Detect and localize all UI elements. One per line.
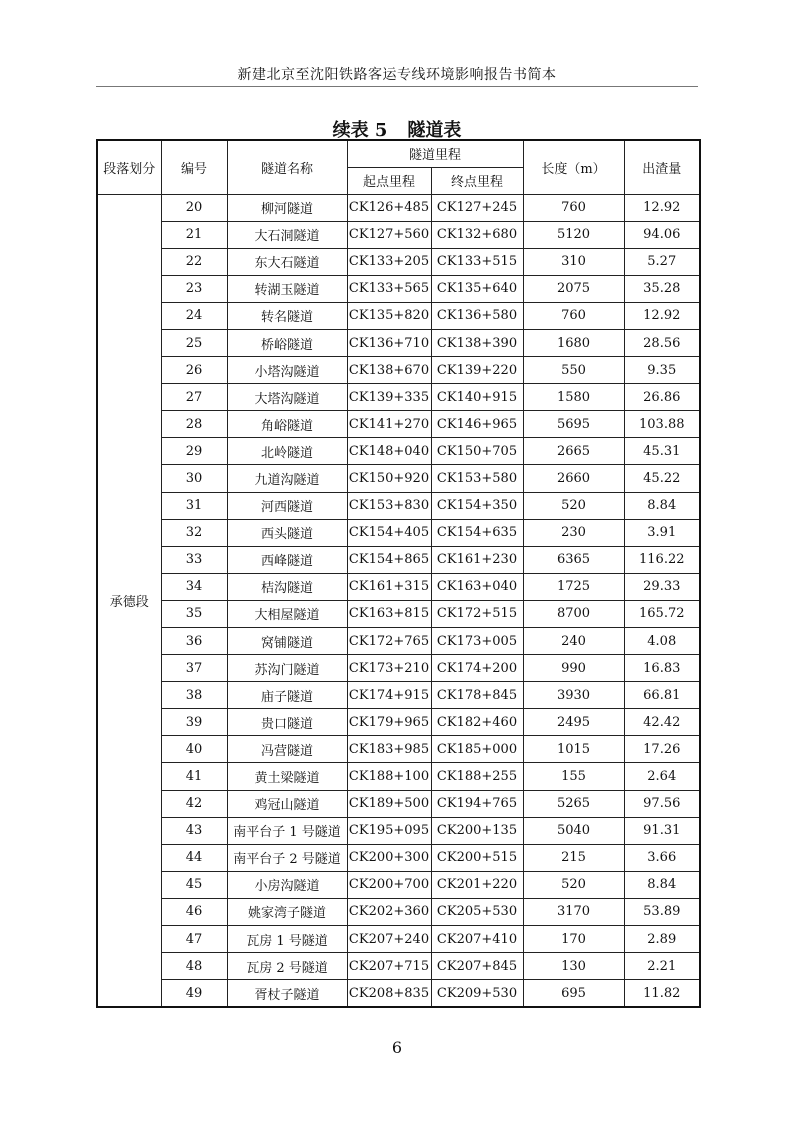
cell-end-mileage: CK188+255 [431,763,523,790]
cell-number: 35 [161,600,227,627]
table-row [97,600,700,627]
cell-spoil: 116.22 [624,546,700,573]
cell-spoil: 2.64 [624,763,700,790]
cell-start-mileage: CK148+040 [347,438,431,465]
cell-tunnel-name: 西头隧道 [227,519,347,546]
cell-start-mileage: CK200+300 [347,844,431,871]
cell-tunnel-name: 黄土梁隧道 [227,763,347,790]
cell-number: 20 [161,194,227,221]
cell-length: 695 [523,980,624,1007]
cell-end-mileage: CK146+965 [431,411,523,438]
cell-start-mileage: CK141+270 [347,411,431,438]
cell-end-mileage: CK127+245 [431,194,523,221]
cell-length: 310 [523,248,624,275]
table-row [97,871,700,898]
cell-number: 42 [161,790,227,817]
cell-spoil: 42.42 [624,709,700,736]
cell-length: 240 [523,628,624,655]
cell-end-mileage: CK161+230 [431,546,523,573]
cell-end-mileage: CK205+530 [431,898,523,925]
cell-spoil: 45.31 [624,438,700,465]
cell-length: 8700 [523,600,624,627]
header-rule [96,86,698,87]
cell-length: 760 [523,194,624,221]
cell-spoil: 8.84 [624,871,700,898]
cell-tunnel-name: 大塔沟隧道 [227,384,347,411]
table-row [97,438,700,465]
cell-tunnel-name: 西峰隧道 [227,546,347,573]
cell-number: 21 [161,221,227,248]
cell-start-mileage: CK126+485 [347,194,431,221]
cell-spoil: 5.27 [624,248,700,275]
cell-spoil: 16.83 [624,655,700,682]
cell-end-mileage: CK136+580 [431,302,523,329]
cell-tunnel-name: 窝铺隧道 [227,628,347,655]
table-row [97,384,700,411]
table-row [97,682,700,709]
cell-spoil: 165.72 [624,600,700,627]
cell-end-mileage: CK150+705 [431,438,523,465]
cell-tunnel-name: 姚家湾子隧道 [227,898,347,925]
cell-length: 3170 [523,898,624,925]
cell-length: 5040 [523,817,624,844]
cell-end-mileage: CK132+680 [431,221,523,248]
header-segment: 段落划分 [97,140,161,194]
header-length: 长度（m） [523,140,624,194]
cell-spoil: 28.56 [624,329,700,356]
cell-spoil: 2.21 [624,953,700,980]
table-row [97,329,700,356]
cell-start-mileage: CK161+315 [347,573,431,600]
table-row [97,221,700,248]
cell-start-mileage: CK207+240 [347,926,431,953]
cell-length: 1680 [523,329,624,356]
cell-tunnel-name: 小塔沟隧道 [227,357,347,384]
cell-number: 49 [161,980,227,1007]
table-body [97,194,700,1007]
table-row [97,980,700,1007]
cell-start-mileage: CK189+500 [347,790,431,817]
cell-number: 36 [161,628,227,655]
cell-start-mileage: CK154+405 [347,519,431,546]
table-row [97,302,700,329]
cell-length: 215 [523,844,624,871]
cell-spoil: 66.81 [624,682,700,709]
cell-end-mileage: CK173+005 [431,628,523,655]
table-row [97,655,700,682]
cell-number: 30 [161,465,227,492]
table-row [97,194,700,221]
cell-tunnel-name: 庙子隧道 [227,682,347,709]
cell-length: 1580 [523,384,624,411]
cell-length: 155 [523,763,624,790]
cell-spoil: 3.91 [624,519,700,546]
table-row [97,465,700,492]
cell-spoil: 45.22 [624,465,700,492]
cell-tunnel-name: 瓦房 1 号隧道 [227,926,347,953]
table-row [97,736,700,763]
table-row [97,709,700,736]
header-mileage: 隧道里程 [347,140,523,167]
cell-end-mileage: CK207+845 [431,953,523,980]
header-number: 编号 [161,140,227,194]
cell-end-mileage: CK194+765 [431,790,523,817]
cell-start-mileage: CK135+820 [347,302,431,329]
table-row [97,926,700,953]
cell-length: 2665 [523,438,624,465]
cell-start-mileage: CK195+095 [347,817,431,844]
tunnel-table [96,139,701,1008]
cell-end-mileage: CK200+135 [431,817,523,844]
table-row [97,357,700,384]
cell-start-mileage: CK200+700 [347,871,431,898]
cell-start-mileage: CK136+710 [347,329,431,356]
cell-length: 3930 [523,682,624,709]
cell-length: 1015 [523,736,624,763]
cell-start-mileage: CK188+100 [347,763,431,790]
cell-number: 27 [161,384,227,411]
cell-spoil: 97.56 [624,790,700,817]
cell-spoil: 53.89 [624,898,700,925]
cell-number: 48 [161,953,227,980]
cell-tunnel-name: 南平台子 2 号隧道 [227,844,347,871]
cell-length: 5695 [523,411,624,438]
cell-end-mileage: CK154+635 [431,519,523,546]
cell-start-mileage: CK138+670 [347,357,431,384]
cell-spoil: 2.89 [624,926,700,953]
cell-tunnel-name: 南平台子 1 号隧道 [227,817,347,844]
cell-tunnel-name: 九道沟隧道 [227,465,347,492]
cell-number: 29 [161,438,227,465]
cell-tunnel-name: 桥峪隧道 [227,329,347,356]
table-row [97,573,700,600]
cell-start-mileage: CK133+565 [347,275,431,302]
cell-tunnel-name: 转名隧道 [227,302,347,329]
cell-spoil: 11.82 [624,980,700,1007]
cell-number: 47 [161,926,227,953]
table-row [97,953,700,980]
cell-number: 39 [161,709,227,736]
cell-tunnel-name: 冯营隧道 [227,736,347,763]
cell-spoil: 35.28 [624,275,700,302]
cell-start-mileage: CK172+765 [347,628,431,655]
cell-end-mileage: CK140+915 [431,384,523,411]
cell-length: 990 [523,655,624,682]
cell-length: 130 [523,953,624,980]
cell-spoil: 29.33 [624,573,700,600]
cell-tunnel-name: 东大石隧道 [227,248,347,275]
cell-start-mileage: CK127+560 [347,221,431,248]
cell-spoil: 91.31 [624,817,700,844]
cell-number: 33 [161,546,227,573]
cell-tunnel-name: 柳河隧道 [227,194,347,221]
cell-length: 550 [523,357,624,384]
cell-spoil: 103.88 [624,411,700,438]
cell-start-mileage: CK173+210 [347,655,431,682]
cell-number: 40 [161,736,227,763]
header-tunnel-name: 隧道名称 [227,140,347,194]
cell-tunnel-name: 瓦房 2 号隧道 [227,953,347,980]
cell-spoil: 8.84 [624,492,700,519]
cell-length: 6365 [523,546,624,573]
cell-length: 2660 [523,465,624,492]
cell-number: 26 [161,357,227,384]
cell-end-mileage: CK185+000 [431,736,523,763]
cell-start-mileage: CK174+915 [347,682,431,709]
cell-end-mileage: CK200+515 [431,844,523,871]
cell-start-mileage: CK153+830 [347,492,431,519]
cell-length: 760 [523,302,624,329]
table-row [97,790,700,817]
table-row [97,248,700,275]
cell-spoil: 4.08 [624,628,700,655]
cell-tunnel-name: 胥杖子隧道 [227,980,347,1007]
cell-end-mileage: CK153+580 [431,465,523,492]
cell-number: 25 [161,329,227,356]
table-row [97,844,700,871]
cell-end-mileage: CK135+640 [431,275,523,302]
cell-number: 38 [161,682,227,709]
table-title-prefix: 续表 5 [332,120,388,141]
cell-number: 23 [161,275,227,302]
cell-length: 170 [523,926,624,953]
cell-spoil: 12.92 [624,194,700,221]
cell-end-mileage: CK172+515 [431,600,523,627]
cell-length: 520 [523,871,624,898]
cell-start-mileage: CK202+360 [347,898,431,925]
cell-number: 44 [161,844,227,871]
cell-end-mileage: CK163+040 [431,573,523,600]
cell-start-mileage: CK207+715 [347,953,431,980]
cell-number: 46 [161,898,227,925]
table-row [97,817,700,844]
cell-length: 1725 [523,573,624,600]
cell-tunnel-name: 苏沟门隧道 [227,655,347,682]
cell-tunnel-name: 贵口隧道 [227,709,347,736]
cell-spoil: 3.66 [624,844,700,871]
cell-start-mileage: CK179+965 [347,709,431,736]
cell-tunnel-name: 小房沟隧道 [227,871,347,898]
cell-length: 5265 [523,790,624,817]
cell-spoil: 9.35 [624,357,700,384]
cell-end-mileage: CK133+515 [431,248,523,275]
cell-length: 230 [523,519,624,546]
table-row [97,628,700,655]
cell-end-mileage: CK139+220 [431,357,523,384]
page-number: 6 [391,1038,403,1057]
table-row [97,275,700,302]
table-row [97,519,700,546]
cell-end-mileage: CK138+390 [431,329,523,356]
table-row [97,546,700,573]
header-spoil: 出渣量 [624,140,700,194]
cell-length: 520 [523,492,624,519]
cell-end-mileage: CK182+460 [431,709,523,736]
cell-start-mileage: CK154+865 [347,546,431,573]
cell-end-mileage: CK201+220 [431,871,523,898]
table-row [97,411,700,438]
cell-number: 37 [161,655,227,682]
running-header: 新建北京至沈阳铁路客运专线环境影响报告书简本 [237,67,557,83]
header-end-mileage: 终点里程 [431,167,523,194]
cell-number: 34 [161,573,227,600]
cell-tunnel-name: 河西隧道 [227,492,347,519]
cell-end-mileage: CK154+350 [431,492,523,519]
cell-end-mileage: CK178+845 [431,682,523,709]
cell-spoil: 94.06 [624,221,700,248]
cell-number: 45 [161,871,227,898]
cell-tunnel-name: 桔沟隧道 [227,573,347,600]
cell-tunnel-name: 大石洞隧道 [227,221,347,248]
cell-start-mileage: CK163+815 [347,600,431,627]
cell-number: 43 [161,817,227,844]
table-row [97,898,700,925]
cell-tunnel-name: 鸡冠山隧道 [227,790,347,817]
cell-start-mileage: CK208+835 [347,980,431,1007]
cell-end-mileage: CK174+200 [431,655,523,682]
cell-tunnel-name: 角峪隧道 [227,411,347,438]
table-row [97,492,700,519]
cell-number: 22 [161,248,227,275]
cell-length: 2495 [523,709,624,736]
cell-number: 24 [161,302,227,329]
cell-end-mileage: CK207+410 [431,926,523,953]
cell-start-mileage: CK139+335 [347,384,431,411]
cell-start-mileage: CK133+205 [347,248,431,275]
cell-spoil: 17.26 [624,736,700,763]
cell-segment: 承德段 [97,194,161,1007]
cell-number: 32 [161,519,227,546]
cell-start-mileage: CK150+920 [347,465,431,492]
cell-spoil: 12.92 [624,302,700,329]
cell-spoil: 26.86 [624,384,700,411]
table-row [97,763,700,790]
cell-number: 28 [161,411,227,438]
cell-tunnel-name: 北岭隧道 [227,438,347,465]
header-start-mileage: 起点里程 [347,167,431,194]
cell-number: 41 [161,763,227,790]
cell-number: 31 [161,492,227,519]
cell-tunnel-name: 大相屋隧道 [227,600,347,627]
cell-start-mileage: CK183+985 [347,736,431,763]
cell-length: 2075 [523,275,624,302]
cell-length: 5120 [523,221,624,248]
cell-tunnel-name: 转湖玉隧道 [227,275,347,302]
cell-end-mileage: CK209+530 [431,980,523,1007]
table-title-name: 隧道表 [407,120,462,141]
